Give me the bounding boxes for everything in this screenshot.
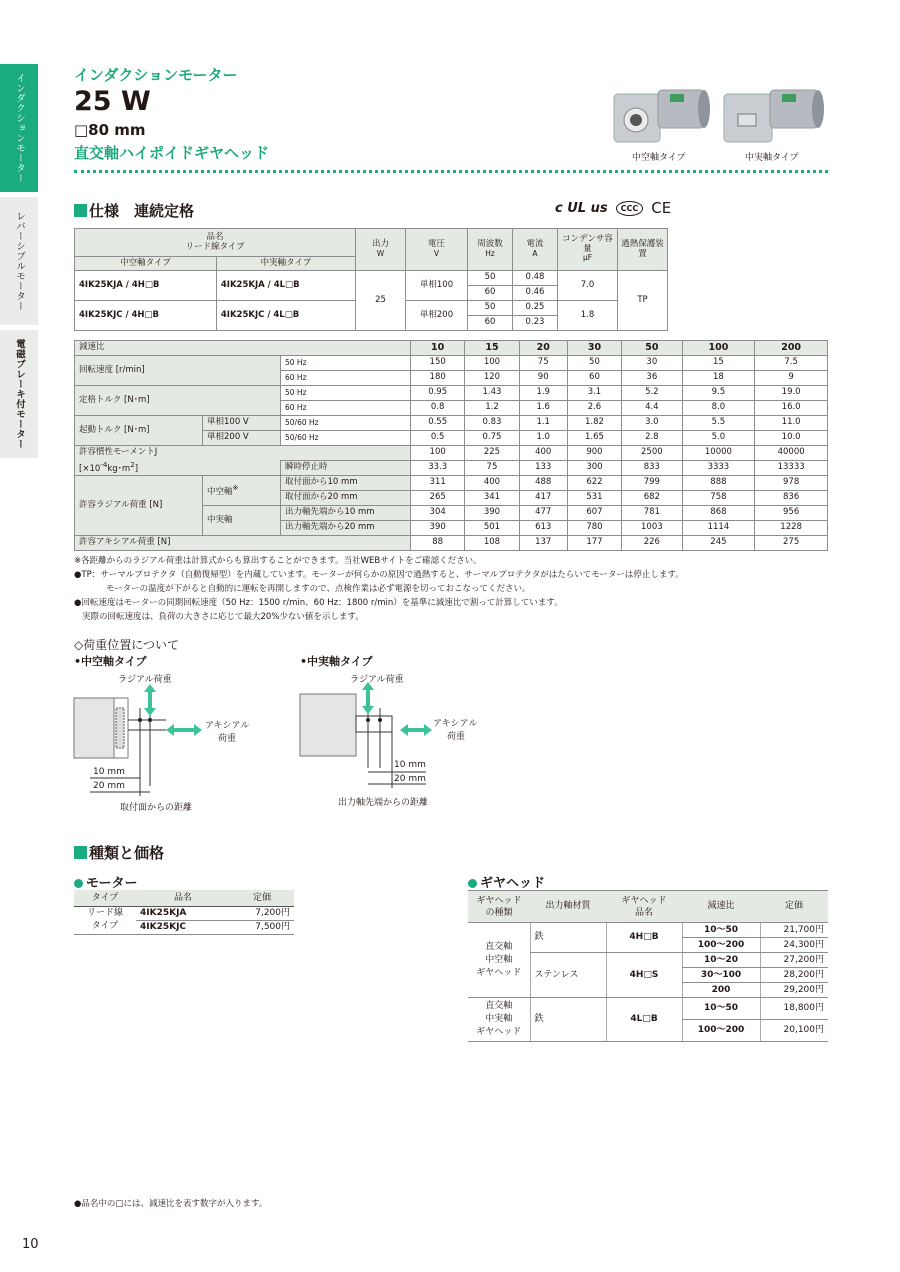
square-icon	[74, 846, 87, 859]
motor-price-table	[74, 890, 294, 935]
cell: 3.1	[567, 386, 621, 401]
radial-text: ラジアル荷重	[118, 675, 172, 685]
cell: 758	[682, 491, 755, 506]
hz-label: 50/60 Hz	[281, 416, 411, 431]
distance-label: 取付面から10 mm	[281, 476, 411, 491]
note-4: ●回転速度はモーターの同期回転速度（50 Hz：1500 r/min、60 Hz：1800 r/min）を基準に減速比で割って計算しています。	[74, 598, 563, 608]
category-title: インダクションモーター	[74, 66, 238, 84]
cell: 10000	[682, 446, 755, 461]
header-voltage	[406, 229, 468, 271]
solid-kind	[468, 998, 530, 1042]
model-solid: 4IK25KJC / 4L□B	[216, 301, 355, 331]
material: 鉄	[530, 923, 606, 953]
cell: 2500	[622, 446, 682, 461]
cell: 833	[622, 461, 682, 476]
hollow-label	[203, 476, 281, 506]
col-name: 品名	[136, 890, 230, 906]
hollow-motor-photo	[612, 80, 712, 146]
ratio-table	[74, 340, 828, 551]
cell: 100	[465, 356, 519, 371]
cell: 1114	[682, 521, 755, 536]
price-title-text: 種類と価格	[89, 844, 165, 862]
cell: 100	[411, 446, 465, 461]
freq-value: 50	[468, 271, 513, 286]
phase-label: 単相200 V	[203, 431, 281, 446]
cell: 8.0	[682, 401, 755, 416]
cell: 108	[465, 536, 519, 551]
gear-price-table	[468, 890, 828, 1042]
col-type: タイプ	[74, 890, 136, 906]
kind-text: 直交軸	[485, 941, 513, 952]
cell: 225	[465, 446, 519, 461]
kind-text: の種類	[485, 907, 513, 918]
cell: 400	[519, 446, 567, 461]
cell: 88	[411, 536, 465, 551]
col-name	[606, 891, 682, 923]
cell: 9	[755, 371, 828, 386]
kind-text: 中実軸	[485, 1014, 513, 1024]
cell: 613	[519, 521, 567, 536]
gear-price: 27,200円	[760, 953, 828, 968]
header-freq	[468, 229, 513, 271]
gear-name: 4H□S	[606, 953, 682, 998]
motor-name: 4IK25KJC	[136, 920, 230, 934]
cell: 2.8	[622, 431, 682, 446]
cell: 1.9	[519, 386, 567, 401]
motor-price: 7,200円	[230, 906, 294, 920]
solid-label: 中実軸	[203, 506, 281, 536]
u-current: A	[532, 248, 538, 258]
model-hollow: 4IK25KJA / 4H□B	[75, 271, 217, 301]
cell: 2.6	[567, 401, 621, 416]
cell: 0.8	[411, 401, 465, 416]
note-mark: ※	[232, 482, 239, 492]
cell: 1.6	[519, 401, 567, 416]
ccc-cert-icon: CCC	[616, 201, 644, 216]
cell: 1.82	[567, 416, 621, 431]
sidebar-tab-label: インダクションモーター	[14, 73, 25, 183]
cell: 1.65	[567, 431, 621, 446]
distance-label: 取付面から20 mm	[281, 491, 411, 506]
sidebar-tab-reversible[interactable]	[0, 197, 38, 325]
cell: 888	[682, 476, 755, 491]
gear-ratio: 100～200	[682, 938, 760, 953]
h-voltage: 電圧	[427, 238, 445, 249]
ratio-col: 100	[682, 341, 755, 356]
cell: 265	[411, 491, 465, 506]
u-voltage: V	[433, 248, 440, 258]
cell: 868	[682, 506, 755, 521]
cell: 0.95	[411, 386, 465, 401]
kind-text: 中空軸	[485, 954, 513, 965]
motor-title-text: モーター	[86, 876, 138, 891]
cell: 50	[567, 356, 621, 371]
gear-title-text: ギヤヘッド	[480, 876, 546, 891]
d10-text: 10 mm	[93, 767, 125, 777]
cell: 781	[622, 506, 682, 521]
cell: 36	[622, 371, 682, 386]
cell: 622	[567, 476, 621, 491]
sidebar-tab-brake[interactable]	[0, 330, 38, 458]
spec-section-title	[74, 200, 194, 221]
start-label: 起動トルク [N･m]	[75, 416, 203, 446]
cell: 978	[755, 476, 828, 491]
cell: 390	[465, 506, 519, 521]
cell: 1.1	[519, 416, 567, 431]
header-output	[356, 229, 406, 271]
freq-value: 60	[468, 316, 513, 331]
cell: 956	[755, 506, 828, 521]
lead-text: タイプ	[91, 921, 119, 931]
gear-ratio: 10～50	[682, 998, 760, 1020]
cell: 245	[682, 536, 755, 551]
solid-type-label: •中実軸タイプ	[300, 655, 373, 668]
cell: 488	[519, 476, 567, 491]
ce-cert-icon: CE	[651, 199, 672, 217]
current-value: 0.23	[513, 316, 558, 331]
cell: 0.75	[465, 431, 519, 446]
ratio-col: 50	[622, 341, 682, 356]
kind-text: 直交軸	[485, 1001, 513, 1011]
cell: 275	[755, 536, 828, 551]
load-title: ◇荷重位置について	[74, 638, 179, 652]
bullet-icon	[468, 879, 477, 888]
material: 鉄	[530, 998, 606, 1042]
cell: 3333	[682, 461, 755, 476]
solid-motor-photo	[722, 80, 828, 146]
square-icon	[74, 204, 87, 217]
gearhead-title: 直交軸ハイポイドギヤヘッド	[74, 144, 270, 162]
spec-title-text: 仕様 連続定格	[89, 202, 195, 220]
col-material: 出力軸材質	[530, 891, 606, 923]
cell: 75	[465, 461, 519, 476]
cell: 120	[465, 371, 519, 386]
distance-label: 出力軸先端から20 mm	[281, 521, 411, 536]
cell: 799	[622, 476, 682, 491]
cell: 900	[567, 446, 621, 461]
cell: 501	[465, 521, 519, 536]
phase-label: 単相100 V	[203, 416, 281, 431]
cell: 304	[411, 506, 465, 521]
col-kind	[468, 891, 530, 923]
page-number: 10	[22, 1237, 39, 1252]
sidebar-tab-label: 電磁ブレーキ付モーター	[14, 339, 25, 449]
unit-part: [×10	[79, 463, 101, 474]
cell: 11.0	[755, 416, 828, 431]
kind-text: ギヤヘッド	[476, 967, 522, 978]
gear-price: 20,100円	[760, 1020, 828, 1042]
ratio-label: 減速比	[75, 341, 411, 356]
unit-part: kg･m	[107, 463, 131, 474]
gear-price: 24,300円	[760, 938, 828, 953]
header-thermal: 過熱保護装置	[618, 229, 668, 271]
note-2: ●TP：サーマルプロテクタ（自動復帰型）を内蔵しています。モーターが何らかの原因で過熱すると、サーマルプロテクタがはたらいてモーターは停止します。	[74, 570, 684, 580]
gear-ratio: 10～50	[682, 923, 760, 938]
current-value: 0.25	[513, 301, 558, 316]
cell: 40000	[755, 446, 828, 461]
cell: 7.5	[755, 356, 828, 371]
cell: 30	[622, 356, 682, 371]
hollow-text: 中空軸	[207, 486, 233, 497]
h-freq: 周波数	[477, 238, 503, 249]
cell: 177	[567, 536, 621, 551]
ratio-col: 10	[411, 341, 465, 356]
material: ステンレス	[530, 953, 606, 998]
cell: 780	[567, 521, 621, 536]
h-current: 電流	[526, 238, 544, 249]
axial-text-2: 荷重	[447, 732, 466, 742]
voltage-value: 単相100	[406, 271, 468, 301]
hollow-kind	[468, 923, 530, 998]
h-lead: リード線タイプ	[185, 241, 245, 252]
gear-ratio: 10～20	[682, 953, 760, 968]
gear-price: 28,200円	[760, 968, 828, 983]
cell: 0.55	[411, 416, 465, 431]
name-text: ギヤヘッド	[621, 895, 667, 906]
h-cap: コンデンサ容量	[562, 233, 613, 254]
from-tip-text: 出力軸先端からの距離	[338, 798, 429, 808]
radial-text: ラジアル荷重	[350, 675, 404, 685]
cell: 607	[567, 506, 621, 521]
ratio-col: 15	[465, 341, 519, 356]
cell: 180	[411, 371, 465, 386]
hz-label: 50 Hz	[281, 356, 411, 371]
model-solid: 4IK25KJA / 4L□B	[216, 271, 355, 301]
cell: 341	[465, 491, 519, 506]
gear-subtitle	[468, 872, 545, 891]
header-solid: 中実軸タイプ	[216, 257, 355, 271]
cell: 311	[411, 476, 465, 491]
axial-text-1: アキシアル	[433, 719, 478, 729]
gear-ratio: 200	[682, 983, 760, 998]
inertia-unit	[75, 461, 281, 476]
cap-value: 1.8	[558, 301, 618, 331]
cell: 90	[519, 371, 567, 386]
unit-part: 2	[130, 459, 135, 469]
u-cap: μF	[582, 253, 593, 263]
cell: 3.0	[622, 416, 682, 431]
model-hollow: 4IK25KJC / 4H□B	[75, 301, 217, 331]
motor-name: 4IK25KJA	[136, 906, 230, 920]
cell: 75	[519, 356, 567, 371]
cell: 1.0	[519, 431, 567, 446]
cell: 33.3	[411, 461, 465, 476]
hz-label: 60 Hz	[281, 401, 411, 416]
cell: 133	[519, 461, 567, 476]
instant-label: 瞬時停止時	[281, 461, 411, 476]
speed-label: 回転速度 [r/min]	[75, 356, 281, 386]
cell: 16.0	[755, 401, 828, 416]
cell: 226	[622, 536, 682, 551]
footer-note: ●品名中の□には、減速比を表す数字が入ります。	[74, 1199, 268, 1209]
note-1: ※各距離からのラジアル荷重は計算式からも算出することができます。当社WEBサイトをご確認ください。	[74, 556, 482, 566]
hz-label: 60 Hz	[281, 371, 411, 386]
cell: 531	[567, 491, 621, 506]
cell: 1.43	[465, 386, 519, 401]
output-value: 25	[356, 271, 406, 331]
cell: 836	[755, 491, 828, 506]
ratio-col: 200	[755, 341, 828, 356]
ul-cert-icon: c UL us	[555, 200, 608, 216]
cell: 15	[682, 356, 755, 371]
cell: 5.0	[682, 431, 755, 446]
cell: 400	[465, 476, 519, 491]
note-5: 実際の回転速度は、負荷の大きさに応じて最大20%少ない値を示します。	[82, 612, 364, 622]
inertia-label: 許容慣性モーメントJ	[75, 446, 411, 461]
voltage-value: 単相200	[406, 301, 468, 331]
name-text: 品名	[634, 907, 653, 918]
cell: 417	[519, 491, 567, 506]
frame-size: □80 mm	[74, 121, 146, 139]
divider	[74, 170, 828, 173]
ratio-col: 20	[519, 341, 567, 356]
gear-ratio: 30～100	[682, 968, 760, 983]
gear-ratio: 100～200	[682, 1020, 760, 1042]
cell: 1228	[755, 521, 828, 536]
cell: 0.5	[411, 431, 465, 446]
axial-label: 許容アキシアル荷重 [N]	[75, 536, 411, 551]
kind-text: ギヤヘッド	[476, 895, 522, 906]
axial-text-1: アキシアル	[205, 721, 250, 731]
cell: 300	[567, 461, 621, 476]
gear-name: 4H□B	[606, 923, 682, 953]
motor-price: 7,500円	[230, 920, 294, 934]
cell: 10.0	[755, 431, 828, 446]
lead-type	[74, 906, 136, 934]
header-current	[513, 229, 558, 271]
d20-text: 20 mm	[93, 781, 125, 791]
col-price: 定価	[760, 891, 828, 923]
unit-part: -4	[100, 459, 108, 469]
unit-part: ]	[134, 463, 139, 474]
header-hollow: 中空軸タイプ	[75, 257, 217, 271]
header-cap	[558, 229, 618, 271]
d10-text: 10 mm	[394, 760, 426, 770]
ratio-col: 30	[567, 341, 621, 356]
sidebar-tab-label: レバーシブルモーター	[14, 211, 25, 311]
current-value: 0.48	[513, 271, 558, 286]
cell: 150	[411, 356, 465, 371]
price-section-title	[74, 842, 164, 863]
cell: 13333	[755, 461, 828, 476]
cell: 390	[411, 521, 465, 536]
cell: 9.5	[682, 386, 755, 401]
note-3: モーターの温度が下がると自動的に運転を再開しますので、点検作業は必ず電源を切っておこなってください。	[106, 584, 531, 594]
spec-table	[74, 228, 668, 331]
hz-label: 50/60 Hz	[281, 431, 411, 446]
gear-price: 18,800円	[760, 998, 828, 1020]
col-price: 定価	[230, 890, 294, 906]
freq-value: 60	[468, 286, 513, 301]
cell: 477	[519, 506, 567, 521]
gear-price: 21,700円	[760, 923, 828, 938]
col-ratio: 減速比	[682, 891, 760, 923]
cell: 682	[622, 491, 682, 506]
cell: 5.2	[622, 386, 682, 401]
h-output: 出力	[371, 238, 389, 249]
freq-value: 50	[468, 301, 513, 316]
bullet-icon	[74, 879, 83, 888]
cell: 137	[519, 536, 567, 551]
axial-text-2: 荷重	[218, 734, 237, 744]
hollow-type-label: •中空軸タイプ	[74, 655, 147, 668]
cell: 5.5	[682, 416, 755, 431]
cell: 19.0	[755, 386, 828, 401]
cell: 0.83	[465, 416, 519, 431]
kind-text: ギヤヘッド	[476, 1027, 522, 1037]
lead-text: リード線	[86, 908, 123, 918]
certifications	[555, 199, 671, 217]
cell: 1003	[622, 521, 682, 536]
h-name: 品名	[206, 231, 224, 242]
torque-label: 定格トルク [N･m]	[75, 386, 281, 416]
cell: 60	[567, 371, 621, 386]
thermal-value: TP	[618, 271, 668, 331]
sidebar-tab-induction[interactable]	[0, 64, 38, 192]
motor-subtitle	[74, 872, 137, 891]
u-freq: Hz	[485, 248, 495, 258]
current-value: 0.46	[513, 286, 558, 301]
hollow-load-diagram	[70, 668, 290, 818]
from-mount-text: 取付面からの距離	[120, 803, 193, 813]
d20-text: 20 mm	[394, 774, 426, 784]
hz-label: 50 Hz	[281, 386, 411, 401]
cell: 18	[682, 371, 755, 386]
photo-caption-hollow: 中空軸タイプ	[632, 153, 686, 163]
radial-label: 許容ラジアル荷重 [N]	[75, 476, 203, 536]
cell: 1.2	[465, 401, 519, 416]
gear-price: 29,200円	[760, 983, 828, 998]
photo-caption-solid: 中実軸タイプ	[745, 153, 799, 163]
header-name	[75, 229, 356, 257]
distance-label: 出力軸先端から10 mm	[281, 506, 411, 521]
cell: 4.4	[622, 401, 682, 416]
u-output: W	[376, 248, 385, 258]
power-title: 25 W	[74, 86, 151, 117]
cap-value: 7.0	[558, 271, 618, 301]
gear-name: 4L□B	[606, 998, 682, 1042]
